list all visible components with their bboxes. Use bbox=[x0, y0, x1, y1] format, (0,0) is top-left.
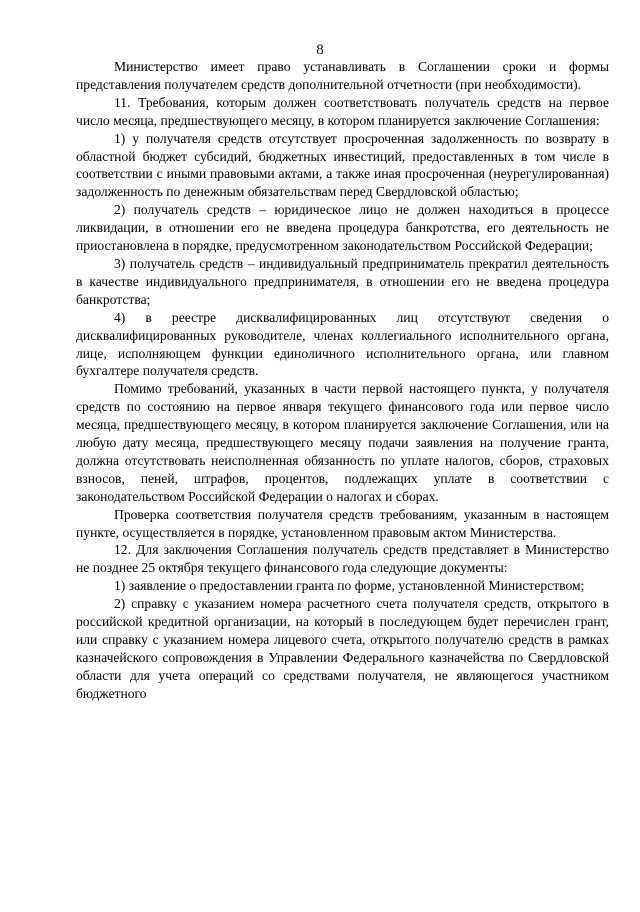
paragraph-documents-12: 12. Для заключения Соглашения получатель средств представляет в Министерство не позднее 25 октября текущего финансового года следующие документы: bbox=[76, 542, 609, 576]
paragraph-requirement-1: 1) у получателя средств отсутствует просроченная задолженность по возврату в областной бюджет субсидий, бюджетных инвестиций, предоставленных в том числе в соответствии с иными правовыми актами, а также иная просроченная (неурегулированная) задолженность по денежным обязательствам перед Свердловской областью; bbox=[76, 130, 609, 200]
page-number: 8 bbox=[316, 42, 324, 58]
paragraph-document-1: 1) заявление о предоставлении гранта по форме, установленной Министерством; bbox=[114, 578, 585, 594]
paragraph-tax-obligations: Помимо требований, указанных в части первой настоящего пункта, у получателя средств по состоянию на первое января текущего финансового года или первое число месяца, предшествующего месяцу, в котором планируется заключение Соглашения, или на любую дату месяца, предшествующего месяцу подачи заявления на получение гранта, должна отсутствовать неисполненная обязанность по уплате налогов, сборов, страховых взносов, пеней, штрафов, процентов, подлежащих уплате в соответствии с законодательством Российской Федерации о налогах и сборах. bbox=[76, 381, 609, 504]
paragraph-requirement-3: 3) получатель средств – индивидуальный предприниматель прекратил деятельность в качестве индивидуального предпринимателя, в отношении его не введена процедура банкротства; bbox=[76, 255, 609, 307]
paragraph-reporting-forms: Министерство имеет право устанавливать в Соглашении сроки и формы представления получателем средств дополнительной отчетности (при необходимости). bbox=[76, 59, 609, 92]
document-body bbox=[76, 58, 609, 703]
paragraph-requirements-11: 11. Требования, которым должен соответствовать получатель средств на первое число месяца, предшествующего месяцу, в котором планируется заключение Соглашения: bbox=[76, 94, 609, 128]
paragraph-requirement-2: 2) получатель средств – юридическое лицо не должен находиться в процессе ликвидации, в отношении его не введена процедура банкротства, его деятельность не приостановлена в порядке, предусмотренном законодательством Российской Федерации; bbox=[76, 202, 609, 254]
paragraph-requirement-4: 4) в реестре дисквалифицированных лиц отсутствуют сведения о дисквалифицированных руководителе, членах коллегиального исполнительного органа, лице, исполняющем функции единоличного исполнительного органа, или главном бухгалтере получателя средств. bbox=[76, 309, 609, 379]
paragraph-verification: Проверка соответствия получателя средств требованиям, указанным в настоящем пункте, осуществляется в порядке, установленном правовым актом Министерства. bbox=[76, 506, 609, 540]
paragraph-document-2: 2) справку с указанием номера расчетного счета получателя средств, открытого в российской кредитной организации, на который в последующем будет перечислен грант, или справку с указанием номера лицевого счета, открытого получателю средств в рамках казначейского сопровождения в Управлении Федерального казначейства по Свердловской области для учета операций со средствами получателя, не являющегося участником бюджетного bbox=[76, 596, 609, 701]
